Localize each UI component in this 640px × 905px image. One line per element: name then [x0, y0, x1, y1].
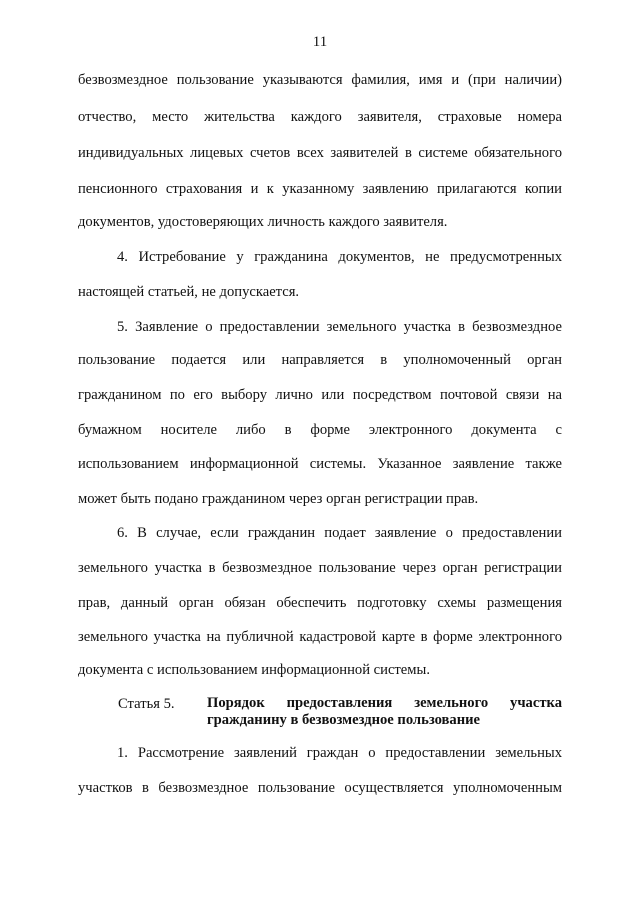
- text-line: документа с использованием информационной системы.: [78, 662, 430, 678]
- text-line: может быть подано гражданином через орган регистрации прав.: [78, 491, 479, 507]
- text-line: гражданином по его выбору лично или посредством почтовой связи на: [78, 387, 562, 403]
- page-number: 11: [312, 34, 328, 50]
- text-line: бумажном носителе либо в форме электронного документа с: [78, 422, 562, 438]
- text-line: 1. Рассмотрение заявлений граждан о предоставлении земельных: [117, 745, 562, 761]
- text-line: 5. Заявление о предоставлении земельного участка в безвозмездное: [117, 319, 562, 335]
- text-line: настоящей статьей, не допускается.: [78, 284, 300, 300]
- text-line: земельного участка на публичной кадастровой карте в форме электронного: [78, 629, 562, 645]
- text-line: 4. Истребование у гражданина документов, не предусмотренных: [117, 249, 562, 265]
- text-line: использованием информационной системы. Указанное заявление также: [78, 456, 562, 472]
- article-title-line: гражданину в безвозмездное пользование: [207, 712, 481, 728]
- text-line: безвозмездное пользование указываются фамилия, имя и (при наличии): [78, 72, 562, 88]
- text-line: индивидуальных лицевых счетов всех заявителей в системе обязательного: [78, 145, 562, 161]
- text-line: участков в безвозмездное пользование осуществляется уполномоченным: [78, 780, 562, 796]
- text-line: земельного участка в безвозмездное пользование через орган регистрации: [78, 560, 562, 576]
- text-line: документов, удостоверяющих личность каждого заявителя.: [78, 214, 448, 230]
- text-line: 6. В случае, если гражданин подает заявление о предоставлении: [117, 525, 562, 541]
- text-line: прав, данный орган обязан обеспечить подготовку схемы размещения: [78, 595, 562, 611]
- text-line: отчество, место жительства каждого заявителя, страховые номера: [78, 109, 562, 125]
- article-label: Статья 5.: [118, 696, 175, 712]
- article-title-line: Порядок предоставления земельного участка: [207, 695, 562, 711]
- text-line: пользование подается или направляется в уполномоченный орган: [78, 352, 562, 368]
- text-line: пенсионного страхования и к указанному заявлению прилагаются копии: [78, 181, 562, 197]
